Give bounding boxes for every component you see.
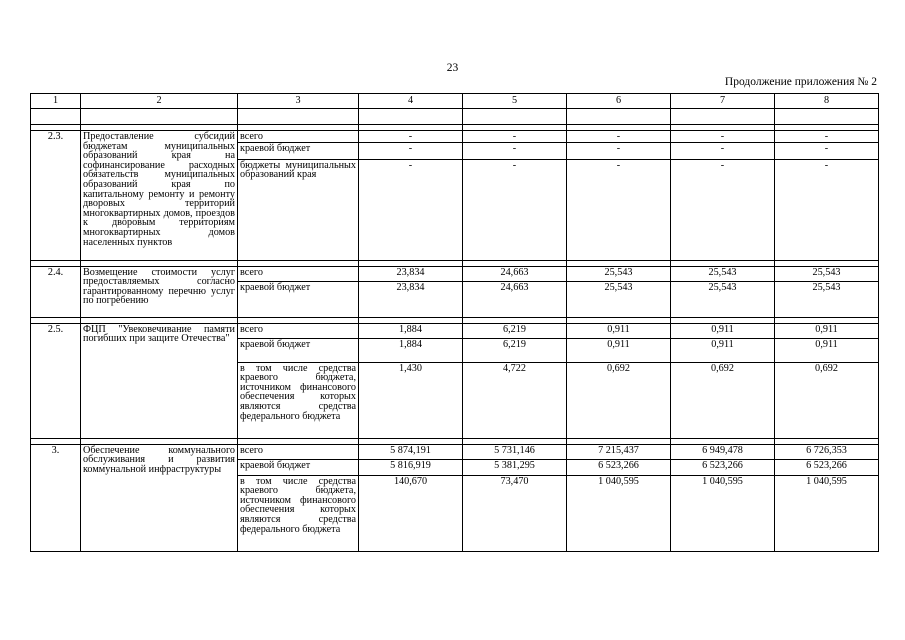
table-row [31,131,879,143]
value-cell: - [671,142,775,159]
funding-source: бюджеты муниципальных образований края [238,159,359,260]
value-cell: - [775,131,879,143]
value-cell: 6 726,353 [775,444,879,459]
header-cell: 3 [238,94,359,109]
value-cell: 25,543 [567,281,671,317]
value-cell: 0,692 [671,362,775,438]
funding-source: краевой бюджет [238,281,359,317]
value-cell: - [567,159,671,260]
value-cell: 6,219 [463,338,567,362]
value-cell: 6 523,266 [567,459,671,475]
value-cell: - [463,159,567,260]
value-cell: 0,911 [567,323,671,338]
value-cell: 4,722 [463,362,567,438]
value-cell: 0,692 [775,362,879,438]
item-description: Возмещение стоимости услуг предоставляемых согласно гарантированному перечню услуг по погребению [81,266,238,317]
header-cell: 1 [31,94,81,109]
value-cell: - [463,142,567,159]
value-cell: 24,663 [463,281,567,317]
value-cell: 5 731,146 [463,444,567,459]
value-cell: 5 381,295 [463,459,567,475]
value-cell: 0,911 [775,323,879,338]
value-cell: 0,692 [567,362,671,438]
value-cell: 25,543 [775,281,879,317]
table-row [31,323,879,338]
funding-source: в том числе средства краевого бюджета, источником финансового обеспечения которых являются средства федерального бюджета [238,362,359,438]
item-description: ФЦП "Увековечивание памяти погибших при защите Отечества" [81,323,238,438]
value-cell: - [671,159,775,260]
value-cell: 1,430 [359,362,463,438]
item-number: 2.4. [31,266,81,317]
value-cell: 23,834 [359,266,463,281]
value-cell: 0,911 [775,338,879,362]
value-cell: 1 040,595 [567,475,671,551]
funding-source: в том числе средства краевого бюджета, источником финансового обеспечения которых являются средства федерального бюджета [238,475,359,551]
value-cell: 6 949,478 [671,444,775,459]
funding-source: краевой бюджет [238,459,359,475]
value-cell: - [359,159,463,260]
item-description: Обеспечение коммунального обслуживания и развития коммунальной инфраструктуры [81,444,238,551]
value-cell: - [775,142,879,159]
value-cell: 24,663 [463,266,567,281]
header-cell: 5 [463,94,567,109]
funding-source: краевой бюджет [238,338,359,362]
value-cell: 5 816,919 [359,459,463,475]
blank-row [31,109,879,125]
continuation-label: Продолжение приложения № 2 [724,76,877,88]
value-cell: - [671,131,775,143]
value-cell: 1 040,595 [671,475,775,551]
value-cell: 25,543 [671,281,775,317]
item-description: Предоставление субсидий бюджетам муниципальных образований края на софинансирование расходных обязательств муниципальных образований края по капитальному ремонту и ремонту дворовых территорий многоквартирных домов, проездов к дворовым территориям многоквартирных домов населенных пунктов [81,131,238,261]
value-cell: 1,884 [359,338,463,362]
value-cell: - [567,142,671,159]
value-cell: 6 523,266 [775,459,879,475]
item-number: 2.5. [31,323,81,438]
value-cell: 7 215,437 [567,444,671,459]
value-cell: 140,670 [359,475,463,551]
header-cell: 7 [671,94,775,109]
funding-source: всего [238,131,359,143]
funding-source: всего [238,444,359,459]
header-cell: 6 [567,94,671,109]
value-cell: 6 523,266 [671,459,775,475]
value-cell: 23,834 [359,281,463,317]
header-row [31,94,879,109]
value-cell: 6,219 [463,323,567,338]
funding-source: всего [238,323,359,338]
value-cell: - [359,142,463,159]
value-cell: 73,470 [463,475,567,551]
table-row [31,444,879,459]
value-cell: - [775,159,879,260]
value-cell: 0,911 [671,323,775,338]
value-cell: 25,543 [567,266,671,281]
header-cell: 8 [775,94,879,109]
value-cell: 25,543 [775,266,879,281]
funding-source: всего [238,266,359,281]
value-cell: - [463,131,567,143]
header-cell: 2 [81,94,238,109]
item-number: 3. [31,444,81,551]
value-cell: 0,911 [567,338,671,362]
appendix-table [30,93,879,552]
value-cell: 1 040,595 [775,475,879,551]
header-cell: 4 [359,94,463,109]
value-cell: 0,911 [671,338,775,362]
funding-source: краевой бюджет [238,142,359,159]
page-number: 23 [446,62,459,74]
value-cell: 25,543 [671,266,775,281]
value-cell: - [567,131,671,143]
value-cell: - [359,131,463,143]
value-cell: 1,884 [359,323,463,338]
table-row [31,266,879,281]
item-number: 2.3. [31,131,81,261]
value-cell: 5 874,191 [359,444,463,459]
